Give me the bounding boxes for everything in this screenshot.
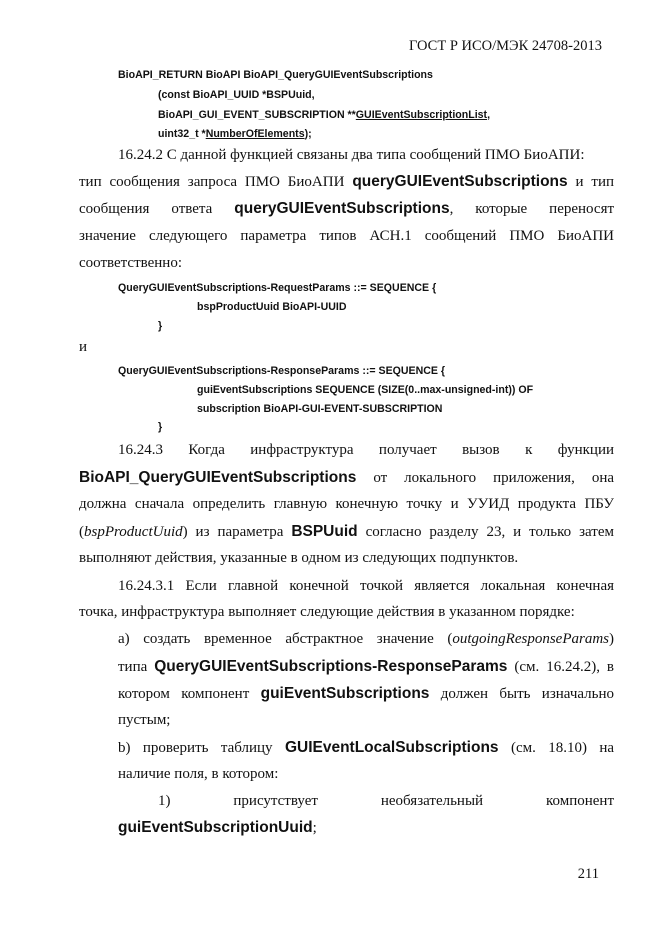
code-line: QueryGUIEventSubscriptions-RequestParams ::= SEQUENCE { [118, 282, 437, 294]
paragraph-line: (bspProductUuid) из параметра BSPUuid согласно разделу 23, и только затем [79, 523, 614, 540]
code-line: BioAPI_GUI_EVENT_SUBSCRIPTION **GUIEventSubscriptionList, [158, 109, 491, 121]
paragraph-line: выполняют действия, указанные в одном из следующих подпунктов. [79, 550, 519, 566]
paragraph-line: тип сообщения запроса ПМО БиоАПИ queryGUIEventSubscriptions и тип [79, 173, 615, 190]
list-item-line: пустым; [118, 712, 171, 728]
sub-item-line: 1) присутствует необязательный компонент [158, 793, 615, 809]
paragraph-line: точка, инфраструктура выполняет следующие действия в указанном порядке: [79, 604, 575, 620]
sub-item-line: guiEventSubscriptionUuid; [118, 819, 317, 836]
code-line: subscription BioAPI-GUI-EVENT-SUBSCRIPTION [197, 403, 443, 415]
paragraph-line: соответственно: [79, 255, 182, 271]
list-item-line: наличие поля, в котором: [118, 766, 279, 782]
code-line: bspProductUuid BioAPI-UUID [197, 301, 347, 313]
paragraph-line: сообщения ответа queryGUIEventSubscriptions, которые переносят [79, 200, 615, 217]
paragraph-line: BioAPI_QueryGUIEventSubscriptions от локального приложения, она [79, 469, 614, 486]
list-item-line: типа QueryGUIEventSubscriptions-ResponseParams (см. 16.24.2), в [118, 658, 614, 675]
paragraph-line: 16.24.3 Когда инфраструктура получает вызов к функции [118, 442, 615, 458]
code-line: } [158, 421, 163, 433]
code-line: (const BioAPI_UUID *BSPUuid, [158, 89, 315, 101]
paragraph-line: должна сначала определить главную конечную точку и УУИД продукта ПБУ [79, 496, 614, 512]
document-header: ГОСТ Р ИСО/МЭК 24708-2013 [409, 38, 602, 54]
code-line: BioAPI_RETURN BioAPI BioAPI_QueryGUIEventSubscriptions [118, 69, 433, 81]
conjunction: и [79, 339, 88, 355]
list-item-line: b) проверить таблицу GUIEventLocalSubscriptions (см. 18.10) на [118, 739, 615, 756]
list-item-line: котором компонент guiEventSubscriptions должен быть изначально [118, 685, 615, 702]
code-line: } [158, 320, 163, 332]
code-line: guiEventSubscriptions SEQUENCE (SIZE(0..max-unsigned-int)) OF [197, 384, 534, 396]
list-item-line: а) создать временное абстрактное значение (outgoingResponseParams) [118, 631, 614, 647]
paragraph-line: 16.24.3.1 Если главной конечной точкой является локальная конечная [118, 578, 614, 594]
page-number: 211 [577, 866, 599, 882]
paragraph-line: значение следующего параметра типов АСН.1 сообщений ПМО БиоАПИ [79, 228, 614, 244]
code-line: QueryGUIEventSubscriptions-ResponseParams ::= SEQUENCE { [118, 365, 446, 377]
code-line: uint32_t *NumberOfElements); [158, 128, 312, 140]
paragraph-line: 16.24.2 С данной функцией связаны два типа сообщений ПМО БиоАПИ: [118, 147, 585, 163]
